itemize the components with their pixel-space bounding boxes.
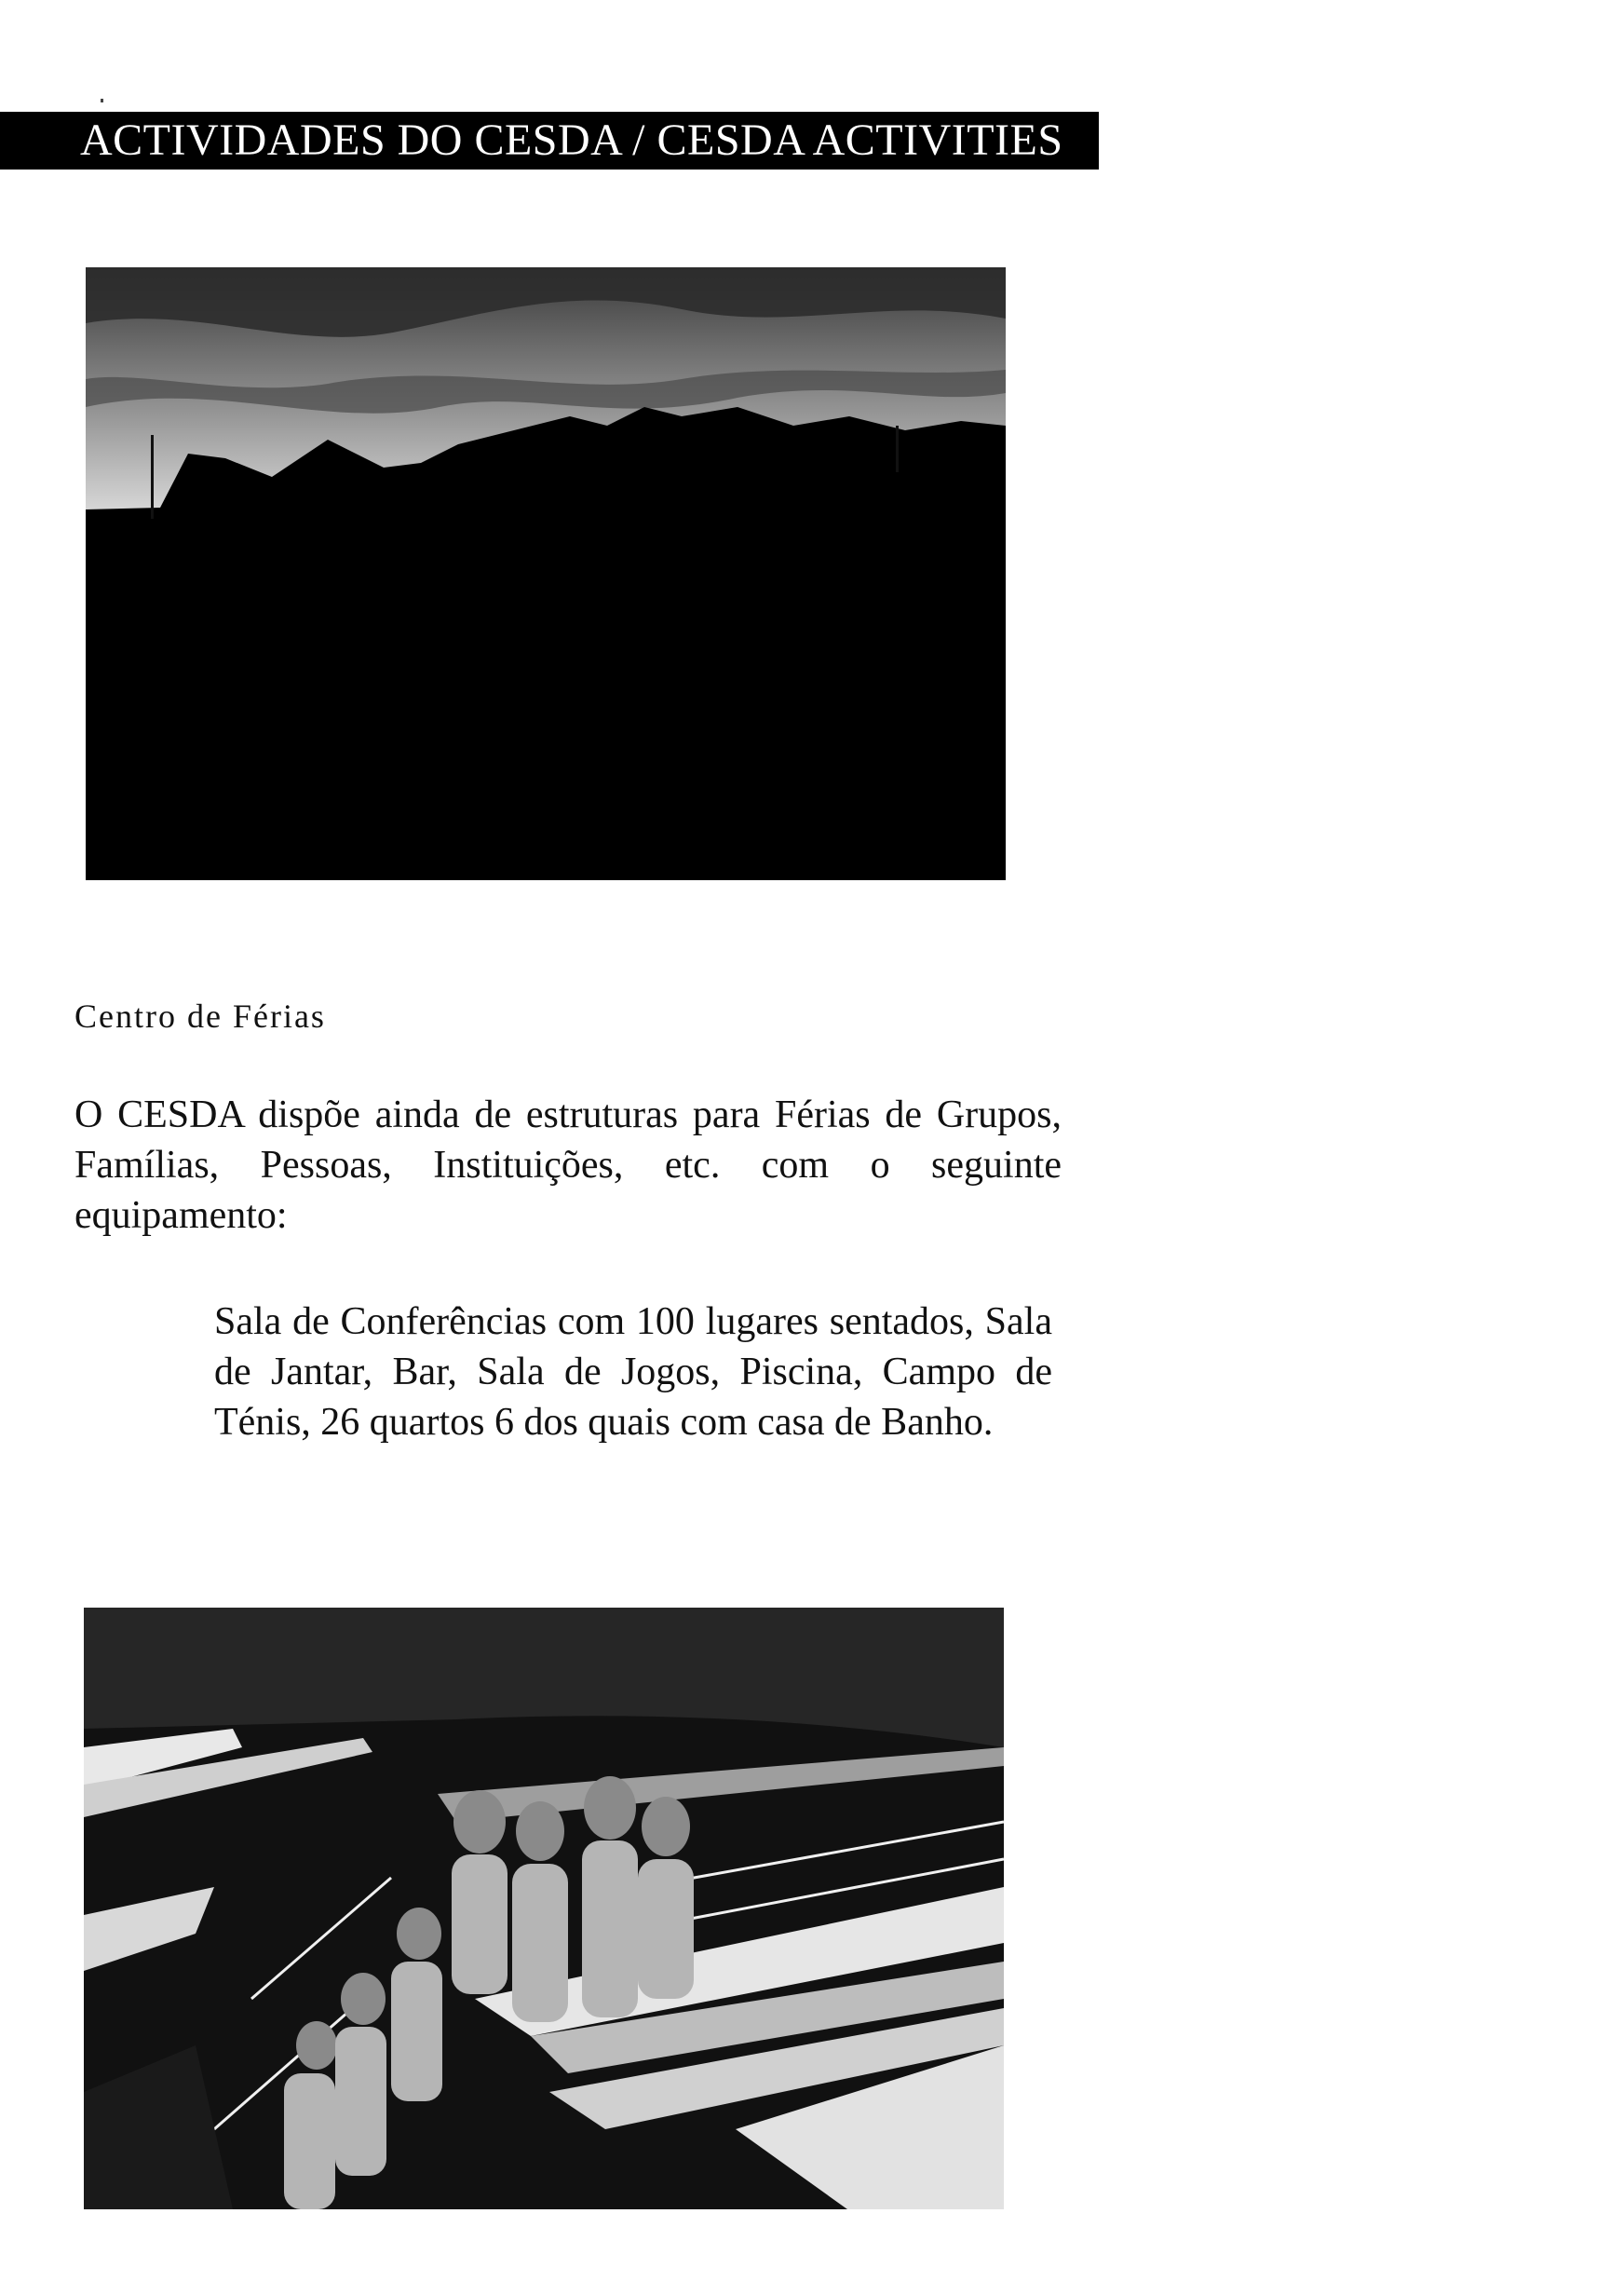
group-on-stairs-photo xyxy=(84,1608,1004,2209)
facilities-paragraph: Sala de Conferências com 100 lugares sentados, Sala de Jantar, Bar, Sala de Jogos, Piscina, Campo de Ténis, 26 quartos 6 dos quais com casa de Banho. xyxy=(214,1300,1052,1444)
sunset-landscape-photo xyxy=(86,267,1006,880)
page-header-title: ACTIVIDADES DO CESDA / CESDA ACTIVITIES xyxy=(80,115,1063,165)
section-heading: Centro de Férias xyxy=(74,998,326,1035)
scan-speck xyxy=(101,99,103,102)
intro-paragraph: O CESDA dispõe ainda de estruturas para Férias de Grupos, Famílias, Pessoas, Instituições, etc. com o seguinte equipamento: xyxy=(74,1093,1062,1237)
